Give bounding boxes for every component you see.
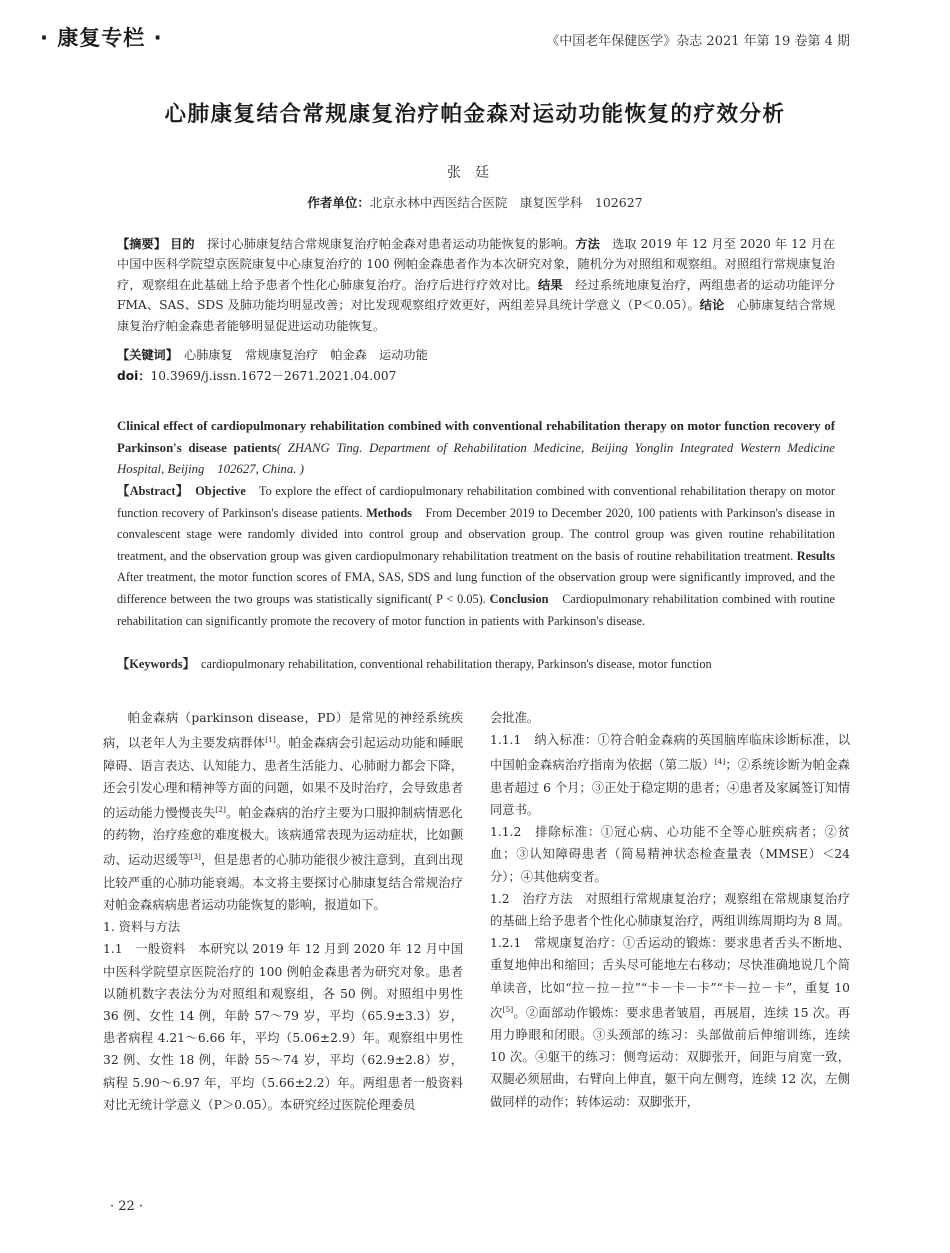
cn-abstract-label: 【摘要】 bbox=[117, 237, 167, 251]
subsection-1-1-text: 本研究以 2019 年 12 月到 2020 年 12 月中国中医科学院望京医院治疗的 100 例帕金森患者为研究对象。患者以随机数字表法分为对照组和观察组，各 50 例。对照组中男性 36 例、女性 14 例，年龄 57～79 岁，平均（65.9±3.3）岁，患者病程 4.21～6.66 年，平均（5.06±2.9）年。观察组中男性 32 例、女性 18 例，年龄 55～74 岁，平均（62.9±2.8）岁，病程 5.90～6.97 年，平均（5.66±2.2）年。两组患者一般资料对比无统计学意义（P＞0.05）。本研究经过医院伦理委员 bbox=[103, 942, 463, 1112]
en-objective: To explore the effect of cardiopulmonary rehabilitation combined with conventional rehabilitation therapy on motor function recovery of Parkinson's disease patients. bbox=[117, 484, 835, 520]
cn-results-label: 结果 bbox=[538, 277, 563, 292]
subsection-1-1-2 bbox=[490, 821, 850, 888]
intro-text-c: 。帕金森病的治疗主要为口服抑制病情恶化的药物，治疗痊愈的难度极大。该病通常表现为运动症状，比如颤动、运动迟缓等 bbox=[103, 806, 463, 868]
english-keywords bbox=[117, 654, 835, 676]
subsection-1-1-label: 1.1 一般资料 bbox=[103, 942, 186, 957]
subsection-1-1-1 bbox=[490, 729, 850, 821]
subsection-1-2 bbox=[490, 888, 850, 932]
doi bbox=[117, 366, 835, 386]
subsection-1-1 bbox=[103, 938, 463, 1116]
ref-1: [1] bbox=[265, 735, 276, 745]
en-keywords-text: cardiopulmonary rehabilitation, conventional rehabilitation therapy, Parkinson's disease, motor function bbox=[201, 657, 712, 671]
affiliation-text: 北京永林中西医结合医院 康复医学科 102627 bbox=[369, 195, 643, 210]
en-conclusion: Cardiopulmonary rehabilitation combined with routine rehabilitation can significantly promote the recovery of motor function in patients with Parkinson's disease. bbox=[117, 591, 835, 628]
en-conclusion-label: Conclusion bbox=[489, 591, 549, 606]
subsection-1-1-2-text: ①冠心病、心功能不全等心脏疾病者；②贫血；③认知障碍患者（简易精神状态检查量表（MMSE）＜24 分）；④其他病变者。 bbox=[490, 825, 850, 884]
cn-keywords bbox=[117, 345, 835, 365]
body-right-column bbox=[490, 707, 850, 1113]
subsection-1-2-1-text-b: 。②面部动作锻炼：要求患者皱眉，再展眉，连续 15 次。再用力睁眼和闭眼。③头颈部的练习：头部做前后伸缩训练，连续 10 次。④躯干的练习：侧弯运动：双脚张开，间距与肩宽一致，双腿必须屈曲，右臂向上伸直，躯干向左侧弯，连续 12 次，左侧做同样的动作；转体运动：双脚张开， bbox=[490, 1005, 850, 1109]
journal-header: 《中国老年保健医学》杂志 2021 年第 19 卷第 4 期 bbox=[546, 34, 850, 49]
section-heading: 1. 资料与方法 bbox=[103, 920, 181, 935]
continued-text: 会批准。 bbox=[490, 711, 540, 725]
ref-4: [4] bbox=[714, 757, 726, 767]
column-tag: · 康复专栏 · bbox=[40, 26, 163, 50]
english-author-info: ( ZHANG Ting. Department of Rehabilitation Medicine, Beijing Yonglin Integrated Western Medicine Hospital, Beijing 102627, China. ) bbox=[117, 440, 835, 477]
cn-keywords-text: 心肺康复 常规康复治疗 帕金森 运动功能 bbox=[184, 348, 428, 362]
en-objective-label: Objective bbox=[195, 484, 246, 498]
intro-paragraph bbox=[103, 707, 463, 916]
subsection-1-1-1-text-a: ①符合帕金森病的英国脑库临床诊断标准，以中国帕金森病治疗指南为依据（第二版） bbox=[490, 733, 850, 773]
cn-methods: 选取 2019 年 12 月至 2020 年 12 月在中国中医科学院望京医院康复中心康复治疗的 100 例帕金森患者作为本次研究对象，随机分为对照组和观察组。对照组行常规康复治疗，观察组在此基础上给予患者个性化心肺康复治疗。治疗后进行疗效对比。 bbox=[117, 237, 836, 292]
subsection-1-2-text: 对照组行常规康复治疗；观察组在常规康复治疗的基础上给予患者个性化心肺康复治疗，两组训练周期均为 8 周。 bbox=[490, 891, 850, 928]
en-methods-label: Methods bbox=[366, 505, 412, 520]
cn-objective-label: 目的 bbox=[170, 237, 195, 251]
ref-3: [3] bbox=[190, 852, 201, 862]
subsection-1-2-1-text-a: ①舌运动的锻炼：要求患者舌头不断地、重复地伸出和缩回；舌头尽可能地左右移动；尽快准确地说几个简单读音，比如“拉－拉－拉”“卡－卡－卡”“卡－拉－卡”，重复 10 次 bbox=[490, 936, 850, 1020]
cn-methods-label: 方法 bbox=[575, 237, 600, 251]
intro-text-a: 帕金森病（parkinson disease，PD）是常见的神经系统疾病，以老年人为主要发病群体 bbox=[103, 711, 463, 751]
english-title bbox=[117, 416, 835, 481]
affiliation-label: 作者单位： bbox=[307, 195, 370, 210]
subsection-1-2-1-label: 1.2.1 常规康复治疗： bbox=[490, 936, 623, 951]
article-title: 心肺康复结合常规康复治疗帕金森对运动功能恢复的疗效分析 bbox=[164, 102, 786, 127]
cn-objective: 探讨心肺康复结合常规康复治疗帕金森对患者运动功能恢复的影响。 bbox=[206, 237, 576, 251]
en-results-label: Results bbox=[796, 548, 836, 563]
cn-keywords-label: 【关键词】 bbox=[117, 348, 172, 362]
doi-value: 10.3969/j.issn.1672－2671.2021.04.007 bbox=[150, 369, 397, 383]
affiliation bbox=[0, 193, 950, 211]
subsection-1-1-1-label: 1.1.1 纳入标准： bbox=[490, 733, 598, 748]
subsection-1-1-2-label: 1.1.2 排除标准： bbox=[490, 825, 602, 840]
intro-text-d: ，但是患者的心肺功能很少被注意到，直到出现比较严重的心肺功能衰竭。本文将主要探讨心肺康复结合常规治疗对帕金森病病患者运动功能恢复的影响，报道如下。 bbox=[103, 853, 463, 912]
english-abstract bbox=[117, 481, 835, 632]
author: 张廷 bbox=[447, 165, 503, 181]
page-number: · 22 · bbox=[110, 1199, 144, 1214]
subsection-1-2-label: 1.2 治疗方法 bbox=[490, 891, 573, 906]
ref-2: [2] bbox=[215, 804, 226, 814]
intro-text-b: 。帕金森病会引起运动功能和睡眠障碍、语言表达、认知能力、患者生活能力、心肺耐力都会下降，还会引发心理和精神等方面的问题，如果不及时治疗，会导致患者的运动能力慢慢丧失 bbox=[103, 736, 463, 820]
cn-conclusion: 心肺康复结合常规康复治疗帕金森患者能够明显促进运动功能恢复。 bbox=[117, 298, 836, 333]
ref-5: [5] bbox=[502, 1004, 514, 1014]
en-methods: From December 2019 to December 2020, 100 patients with Parkinson's disease in convalescent stage were randomly divided into control group and observation group. The control group was given routine rehabilitation treatment, and the observation group was given cardiopulmonary rehabilitation treatment on the basis of routine rehabilitation treatment. bbox=[117, 505, 835, 563]
en-abstract-label: 【Abstract】 bbox=[117, 484, 183, 498]
cn-conclusion-label: 结论 bbox=[699, 298, 725, 313]
en-results: After treatment, the motor function scores of FMA, SAS, SDS and lung function of the observation group were significantly improved, and the difference between the two groups was statistically significant( P < 0.05). bbox=[117, 570, 835, 606]
body-left-column bbox=[103, 707, 463, 1116]
cn-results: 经过系统地康复治疗，两组患者的运动功能评分 FMA、SAS、SDS 及肺功能均明显改善；对比发现观察组疗效更好，两组差异具统计学意义（P＜0.05）。 bbox=[117, 277, 836, 313]
subsection-1-2-1 bbox=[490, 932, 850, 1113]
cn-abstract bbox=[117, 234, 835, 336]
english-title-text: Clinical effect of cardiopulmonary rehabilitation combined with conventional rehabilitation therapy on motor function recovery of Parkinson's disease patients bbox=[117, 419, 835, 455]
en-keywords-label: 【Keywords】 bbox=[117, 657, 189, 671]
subsection-1-1-1-text-b: ；②系统诊断为帕金森患者超过 6 个月；③正处于稳定期的患者；④患者及家属签订知情同意书。 bbox=[490, 758, 850, 817]
doi-label: doi： bbox=[117, 369, 151, 383]
